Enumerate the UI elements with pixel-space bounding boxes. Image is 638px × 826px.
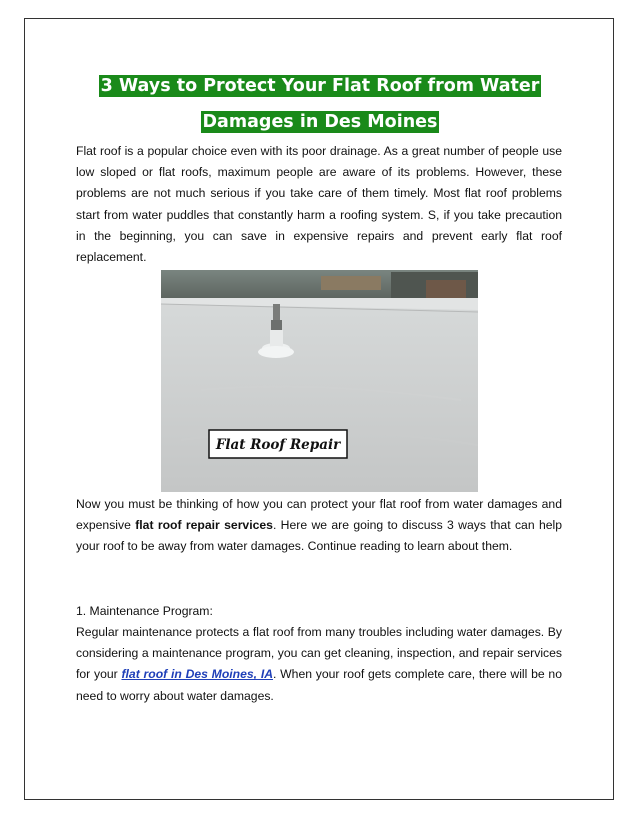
page-title-line-1: 3 Ways to Protect Your Flat Roof from Water <box>100 76 540 96</box>
flat-roof-photo <box>161 270 478 492</box>
bold-keyword: flat roof repair services <box>135 518 273 533</box>
section-heading-1: 1. Maintenance Program: <box>76 604 213 618</box>
intro-paragraph: Flat roof is a popular choice even with its poor drainage. As a great number of people use low sloped or flat roofs, maximum people are aware of its problems. However, these problems are not much serious if you take care of them timely. Most flat roof problems start from water puddles that constantly harm a roofing system. S, if you take precaution in the beginning, you can save in expensive repairs and prevent early flat roof replacement. <box>76 144 562 265</box>
page-title-line-2: Damages in Des Moines <box>202 112 438 132</box>
flat-roof-link[interactable]: flat roof in Des Moines, IA <box>121 667 274 682</box>
section-1-paragraph: Regular maintenance protects a flat roof from many troubles including water damages. By considering a maintenance program, you can get cleaning, inspection, and repair services for your flat roof in Des Moines, IA. When your roof gets complete care, there will be no need to worry about water damages. <box>76 625 562 703</box>
photo-caption: Flat Roof Repair <box>215 437 341 453</box>
body-paragraph-2: Now you must be thinking of how you can protect your flat roof from water damages and expensive flat roof repair services. Here we are going to discuss 3 ways that can help your roof to be away from water damages. Continue reading to learn about them. <box>76 497 562 554</box>
